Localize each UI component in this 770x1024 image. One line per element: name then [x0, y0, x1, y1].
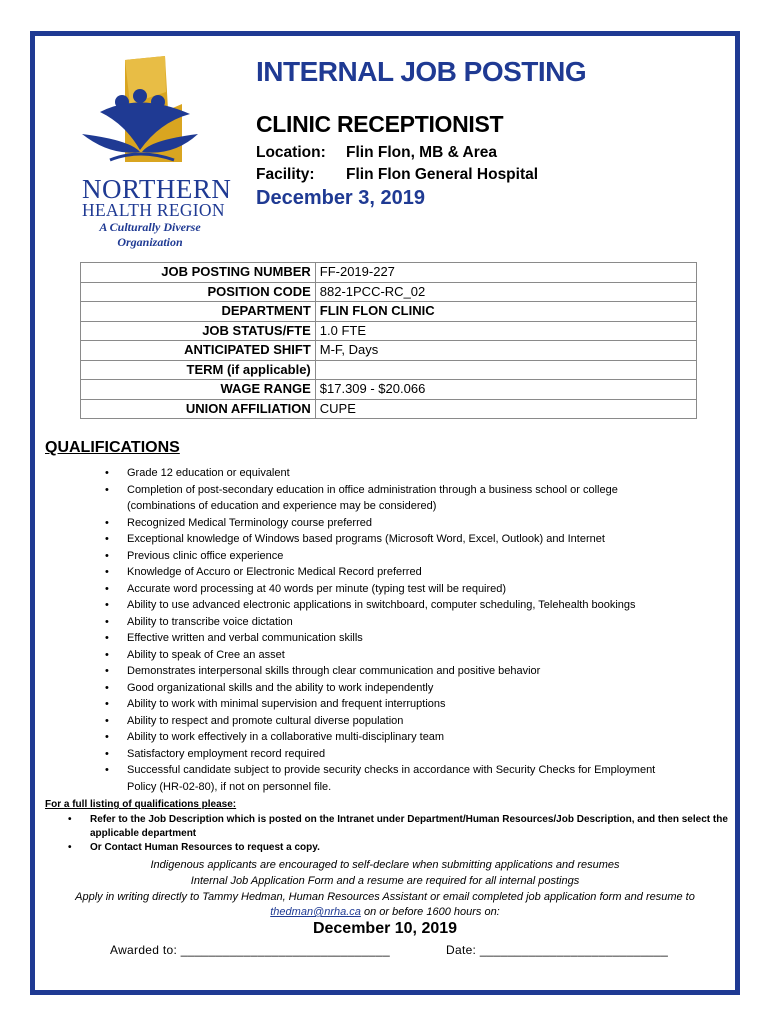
- table-row: [81, 341, 697, 361]
- detail-value: 1.0 FTE: [315, 321, 696, 341]
- list-item: • Effective written and verbal communication skills: [127, 630, 687, 647]
- list-item: • Or Contact Human Resources to request a copy.: [90, 841, 730, 855]
- qualifications-heading: QUALIFICATIONS: [45, 439, 180, 456]
- detail-label: JOB POSTING NUMBER: [81, 263, 316, 283]
- logo-name-line2: HEALTH REGION: [82, 200, 225, 220]
- logo-tagline-line2: Organization: [117, 235, 183, 249]
- table-row: [81, 282, 697, 302]
- table-row: [81, 360, 697, 380]
- table-row: [81, 321, 697, 341]
- detail-value: FLIN FLON CLINIC: [315, 302, 696, 322]
- list-item: • Recognized Medical Terminology course preferred: [127, 515, 687, 532]
- full-listing-list: [90, 813, 730, 855]
- detail-label: JOB STATUS/FTE: [81, 321, 316, 341]
- list-item: • Previous clinic office experience: [127, 548, 687, 565]
- list-item: • Ability to speak of Cree an asset: [127, 647, 687, 664]
- detail-value: $17.309 - $20.066: [315, 380, 696, 400]
- list-item: • Ability to work with minimal supervision and frequent interruptions: [127, 696, 687, 713]
- list-item: • Refer to the Job Description which is posted on the Intranet under Department/Human Resources/Job Description, and then select the applicable department: [90, 813, 730, 841]
- location-line: [256, 144, 497, 162]
- list-item: • Grade 12 education or equivalent: [127, 465, 687, 482]
- detail-value: M-F, Days: [315, 341, 696, 361]
- facility-line: [256, 166, 538, 184]
- email-link[interactable]: thedman@nrha.ca: [270, 906, 361, 918]
- document-title: INTERNAL JOB POSTING: [256, 56, 587, 87]
- detail-value: CUPE: [315, 399, 696, 419]
- facility-value: Flin Flon General Hospital: [346, 166, 539, 183]
- list-item: • Satisfactory employment record required: [127, 746, 687, 763]
- list-item: • Ability to respect and promote cultural diverse population: [127, 713, 687, 730]
- detail-label: POSITION CODE: [81, 282, 316, 302]
- location-label: Location:: [256, 144, 326, 161]
- logo-tagline-line1: A Culturally Diverse: [99, 220, 201, 234]
- list-item: • Successful candidate subject to provide security checks in accordance with Security Checks for Employment Policy (HR-02-80), if not on personnel file.: [127, 762, 687, 795]
- list-item: • Demonstrates interpersonal skills through clear communication and positive behavior: [127, 663, 687, 680]
- table-row: [81, 302, 697, 322]
- date-line: Date: ___________________________: [446, 943, 669, 957]
- list-item: • Ability to use advanced electronic applications in switchboard, computer scheduling, Telehealth bookings: [127, 597, 687, 614]
- internal-note: Internal Job Application Form and a resume are required for all internal postings: [190, 875, 580, 887]
- posting-date: December 3, 2019: [256, 187, 426, 209]
- apply-note: Apply in writing directly to Tammy Hedman, Human Resources Assistant or email completed job application form and resume to: [75, 891, 695, 903]
- deadline-text: on or before 1600 hours on:: [360, 906, 500, 918]
- location-value: Flin Flon, MB & Area: [346, 144, 497, 161]
- facility-label: Facility:: [256, 166, 315, 183]
- table-row: [81, 399, 697, 419]
- detail-label: ANTICIPATED SHIFT: [81, 341, 316, 361]
- detail-label: DEPARTMENT: [81, 302, 316, 322]
- job-details-table: [80, 262, 697, 419]
- indigenous-note: Indigenous applicants are encouraged to self-declare when submitting applications and resumes: [150, 859, 620, 871]
- qualifications-list: [127, 465, 687, 795]
- list-item: • Ability to work effectively in a collaborative multi-disciplinary team: [127, 729, 687, 746]
- awarded-to-line: Awarded to: ______________________________: [110, 943, 390, 957]
- manitoba-logo-icon: [70, 52, 230, 177]
- detail-value: 882-1PCC-RC_02: [315, 282, 696, 302]
- list-item: • Ability to transcribe voice dictation: [127, 614, 687, 631]
- closing-date: December 10, 2019: [312, 920, 458, 937]
- detail-label: TERM (if applicable): [81, 360, 316, 380]
- list-item: • Completion of post-secondary education in office administration through a business school or college (combinations of education and experience may be considered): [127, 482, 687, 515]
- list-item: • Good organizational skills and the ability to work independently: [127, 680, 687, 697]
- table-row: [81, 263, 697, 283]
- detail-value: FF-2019-227: [315, 263, 696, 283]
- detail-label: WAGE RANGE: [81, 380, 316, 400]
- email-line: [40, 905, 730, 919]
- detail-label: UNION AFFILIATION: [81, 399, 316, 419]
- full-listing-heading: For a full listing of qualifications please:: [45, 799, 237, 810]
- northern-health-region-logo: [70, 52, 230, 252]
- list-item: • Exceptional knowledge of Windows based programs (Microsoft Word, Excel, Outlook) and Internet: [127, 531, 687, 548]
- list-item: • Accurate word processing at 40 words per minute (typing test will be required): [127, 581, 687, 598]
- table-row: [81, 380, 697, 400]
- list-item: • Knowledge of Accuro or Electronic Medical Record preferred: [127, 564, 687, 581]
- detail-value: [315, 360, 696, 380]
- logo-name-line1: NORTHERN: [82, 174, 232, 204]
- position-title: CLINIC RECEPTIONIST: [256, 111, 504, 137]
